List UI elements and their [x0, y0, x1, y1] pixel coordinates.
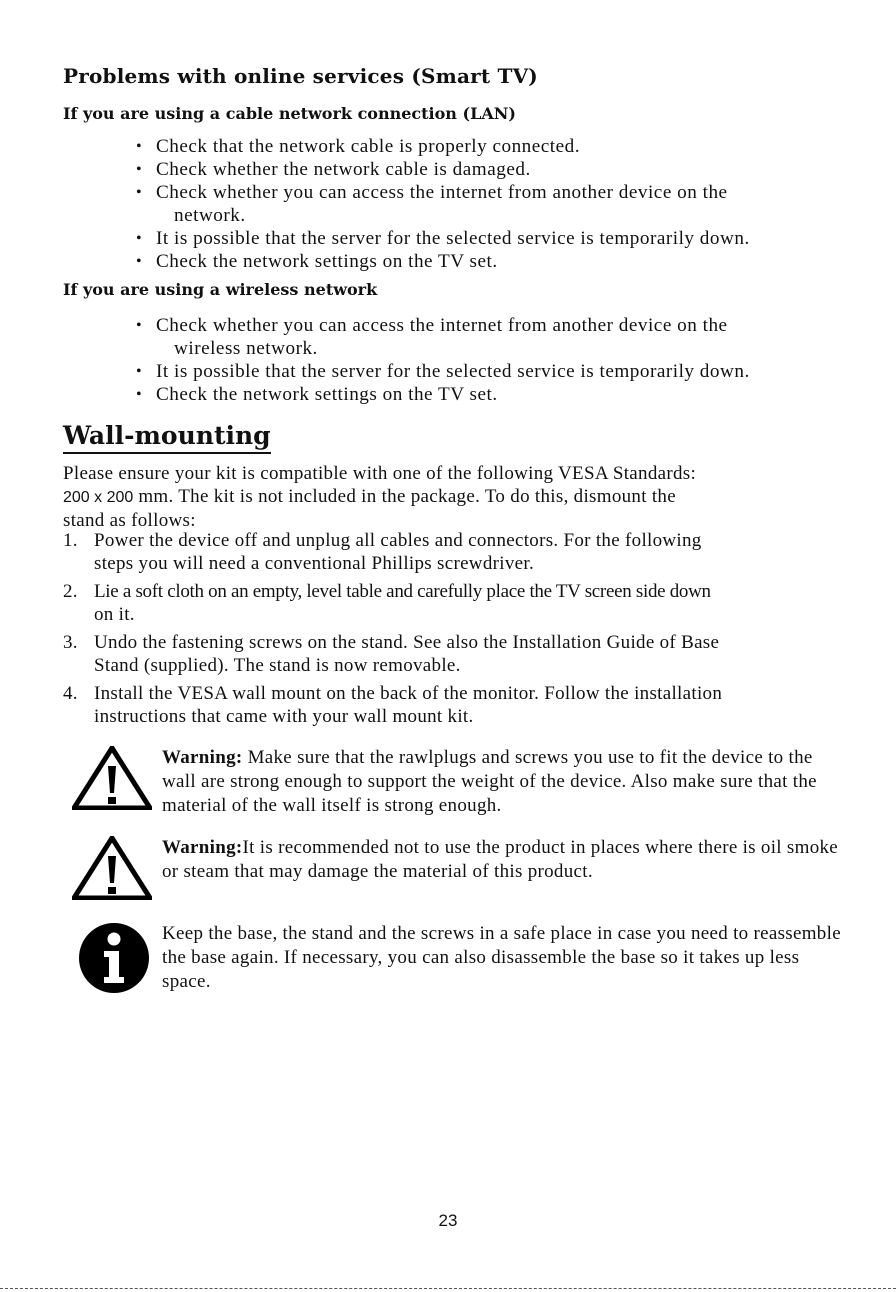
step-item: 3. Undo the fastening screws on the stand. See also the Installation Guide of Base Stand (supplied). The stand is now removable.	[63, 632, 720, 676]
list-item: • Check whether you can access the internet from another device on the network.	[135, 181, 835, 227]
wall-mount-steps	[63, 529, 833, 733]
wireless-checklist	[135, 314, 835, 406]
step-item: 1. Power the device off and unplug all cables and connectors. For the following steps you will need a conventional Phillips screwdriver.	[63, 530, 702, 574]
list-item: • It is possible that the server for the selected service is temporarily down.	[135, 227, 835, 250]
warning-triangle-icon	[72, 746, 152, 814]
step-item: 2. Lie a soft cloth on an empty, level table and carefully place the TV screen side down on it.	[63, 581, 711, 625]
footer-divider	[0, 1288, 896, 1289]
lan-heading: If you are using a cable network connection (LAN)	[63, 104, 516, 123]
info-circle-icon	[78, 922, 150, 998]
warning-triangle-icon	[72, 836, 152, 904]
list-item: • Check whether you can access the internet from another device on the wireless network.	[135, 314, 835, 360]
page-number: 23	[438, 1211, 458, 1230]
wireless-heading: If you are using a wireless network	[63, 280, 378, 299]
vesa-size: 200 x 200	[63, 489, 134, 506]
list-item: • Check that the network cable is properly connected.	[135, 135, 835, 158]
section-title-online-services: Problems with online services (Smart TV)	[63, 64, 538, 88]
list-item: • Check the network settings on the TV set.	[135, 383, 835, 406]
lan-checklist	[135, 135, 835, 273]
step-item: 4. Install the VESA wall mount on the back of the monitor. Follow the installation instructions that came with your wall mount kit.	[63, 683, 723, 727]
wall-mount-intro: Please ensure your kit is compatible with one of the following VESA Standards: 200 x 200 mm. The kit is not included in the package. To do this, dismount the stand as follows:	[63, 463, 697, 531]
manual-page: Problems with online services (Smart TV) If you are using a cable network connection (LAN) • Check that the network cable is properly connected. • Check whether the network cable is damaged. • Check whether you can access the internet from another device on the network. • It is possible that the server for the selected service is temporarily down. • Check the network settings on the TV set. If you are using a wireless network • Check whether you can access the internet from another device on the wireless network. • It is possible that the server for the selected service is temporarily down. • Check the network settings on the TV set. Wall-mounting Please ensure your kit is compatible with one of the following VESA Standards: 200 x 200 mm. The kit is not included in the package. To do this, dismount the stand as follows: 1. Power the device off and unplug all cables and connectors. For the following steps you will need a conventional Phillips screwdriver. 2. Lie a soft cloth on an empty, level table and carefully place the TV screen side down on it. 3. Undo the fastening screws on the stand. See also the Installation Guide of Base Stand (supplied). The stand is now removable. 4. Install the VESA wall mount on the back of the monitor. Follow the installation instructions that came with your wall mount kit. Warning: Make sure that the rawlplugs and screws you use to fit the device to the wall are strong enough to support the weight of the device. Also make sure that the material of the wall itself is strong enough. Warning:It is recommended not to use the product in places where there is oil smoke or steam that may damage the material of this product. Keep the base, the stand and the screws in a safe place in case you need to reassemble the base again. If necessary, you can also disassemble the base so it takes up less space. 23	[0, 0, 896, 1292]
list-item: • Check whether the network cable is damaged.	[135, 158, 835, 181]
list-item: • It is possible that the server for the selected service is temporarily down.	[135, 360, 835, 383]
section-title-wall-mounting: Wall-mounting	[63, 421, 271, 454]
list-item: • Check the network settings on the TV set.	[135, 250, 835, 273]
